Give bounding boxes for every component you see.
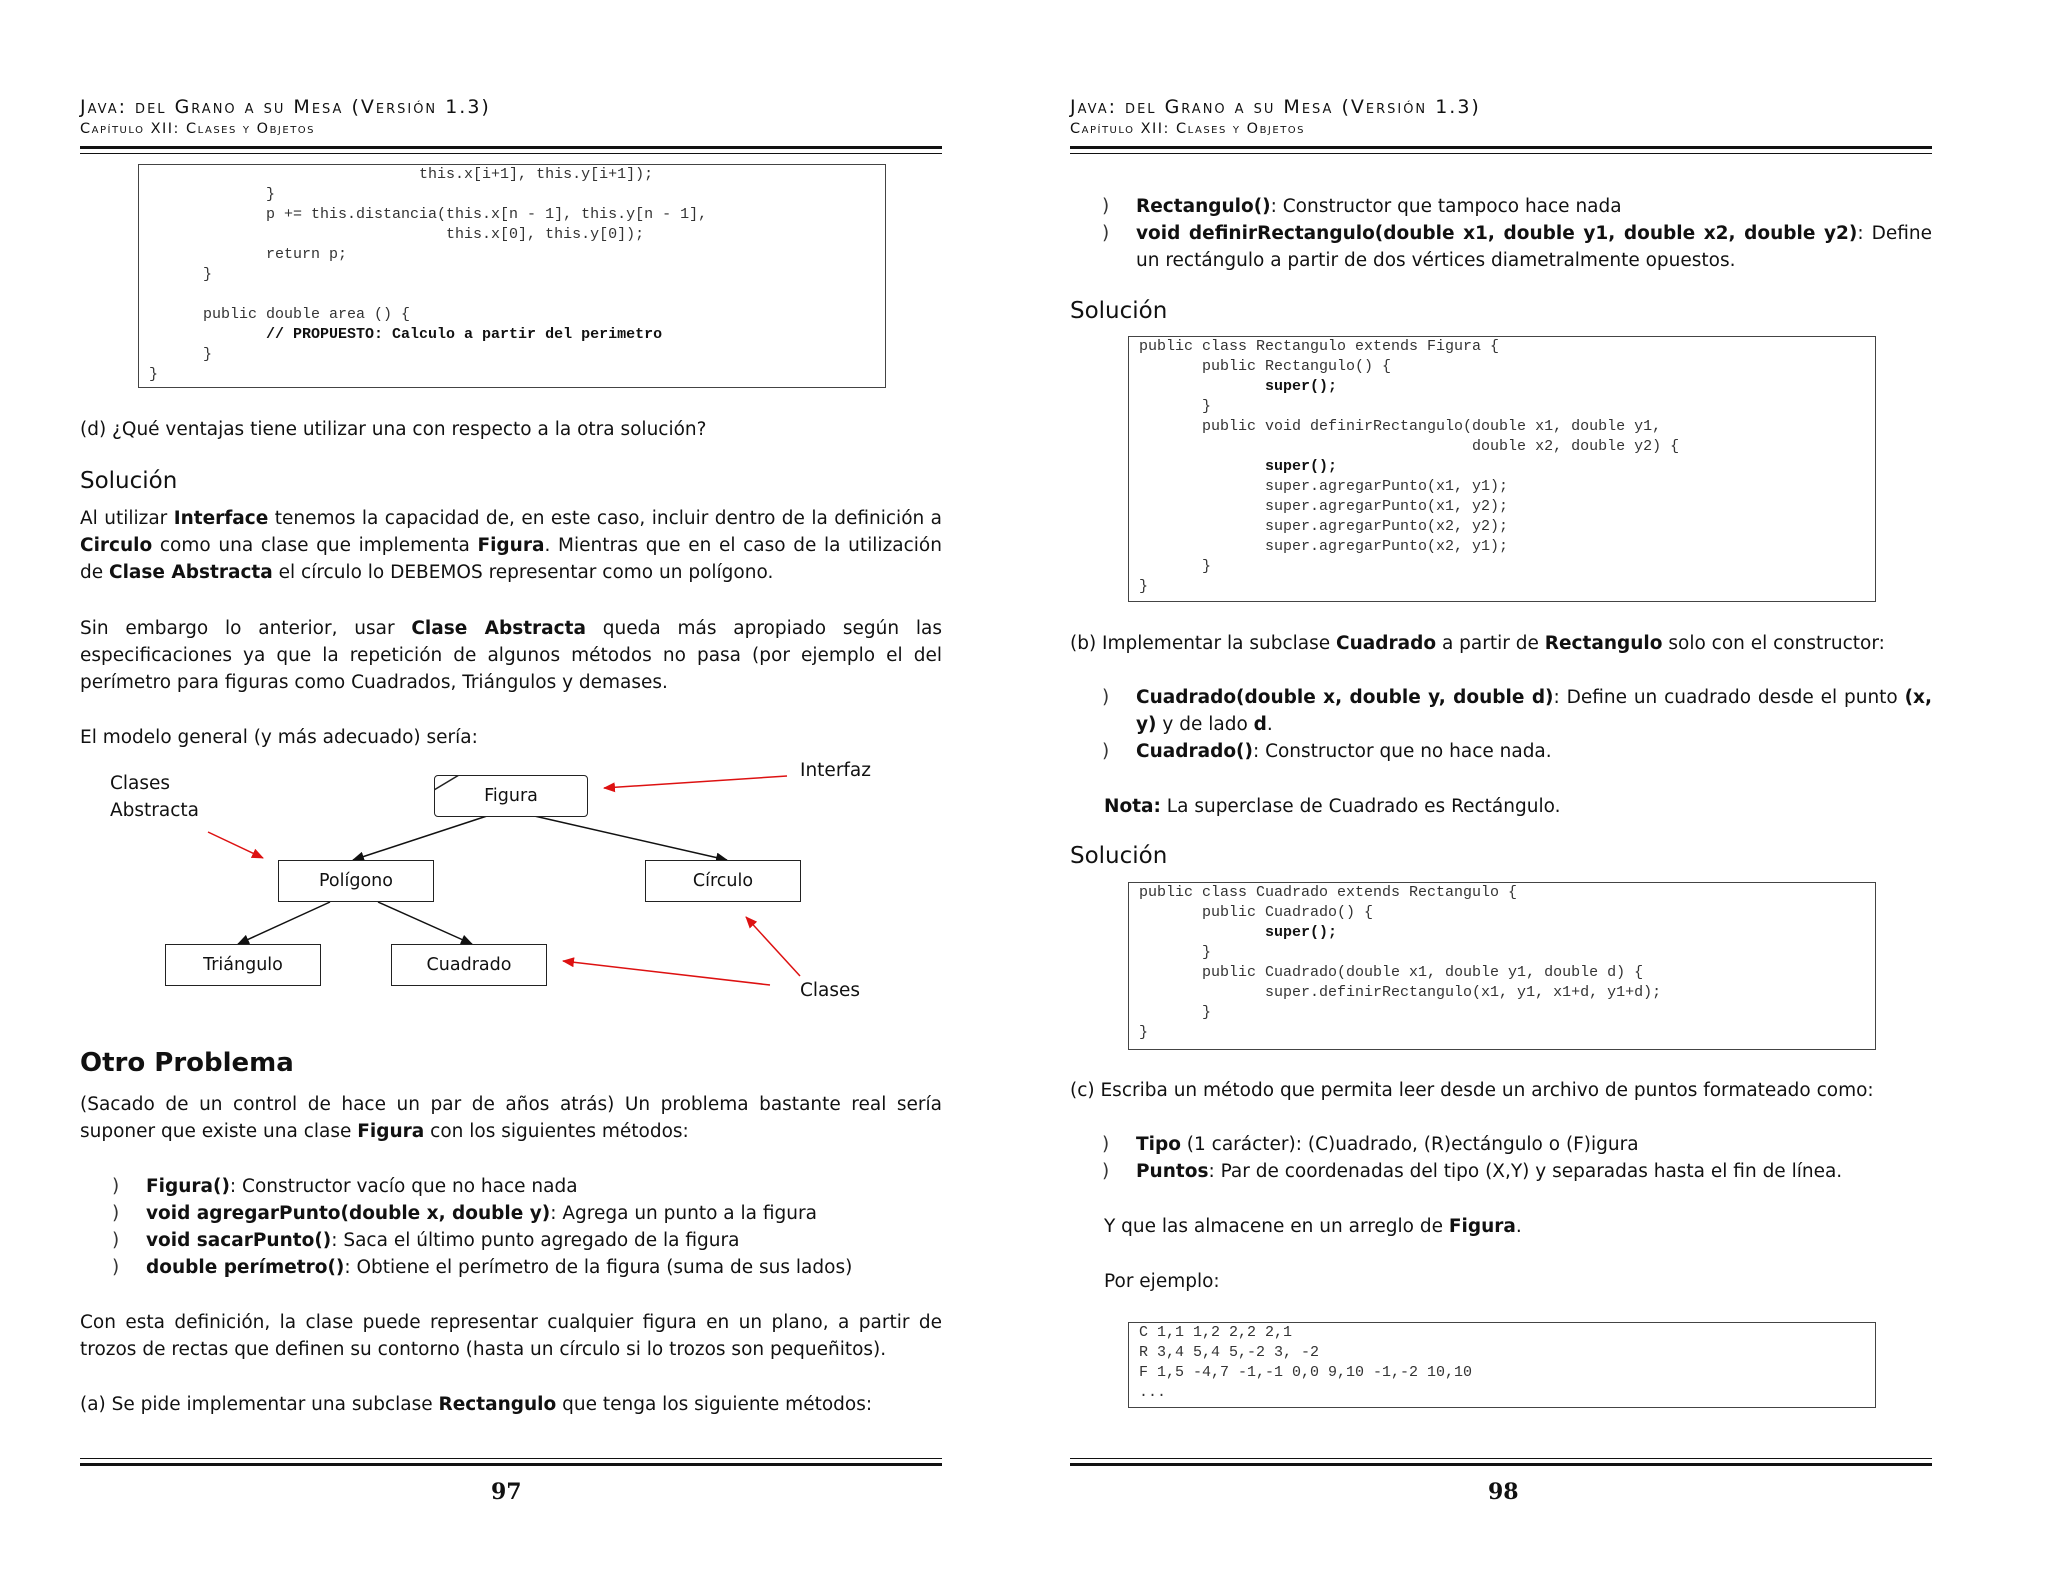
- footer-rule: [1070, 1463, 1932, 1466]
- question-b: (b) Implementar la subclase Cuadrado a partir de Rectangulo solo con el constructor:: [1070, 633, 1885, 654]
- arrow-clases-abstracta: [208, 832, 263, 858]
- bullet-icon: ): [1102, 223, 1110, 244]
- code-line: }: [1139, 578, 1149, 595]
- por-ejemplo: Por ejemplo:: [1104, 1271, 1220, 1292]
- edge-poligono-triangulo: [238, 902, 330, 944]
- page-number: 98: [1488, 1479, 1519, 1505]
- code-line: R 3,4 5,4 5,-2 3, -2: [1139, 1344, 1320, 1361]
- code-line: public Cuadrado(double x1, double y1, double d) {: [1139, 964, 1644, 981]
- code-line: F 1,5 -4,7 -1,-1 0,0 9,10 -1,-2 10,10: [1139, 1364, 1473, 1381]
- bullet-icon: ): [112, 1176, 120, 1197]
- box-cuadrado: Cuadrado: [391, 944, 547, 986]
- bullet-icon: ): [1102, 1161, 1110, 1182]
- code-line: super();: [1139, 378, 1338, 395]
- arrow-clases-cuadrado: [563, 961, 770, 985]
- bullet-icon: ): [112, 1257, 120, 1278]
- header-rule: [80, 146, 942, 149]
- otro-problema-heading: Otro Problema: [80, 1048, 294, 1078]
- solucion-heading: Solución: [1070, 298, 1168, 324]
- code-line: public void definirRectangulo(double x1, double y1,: [1139, 418, 1662, 435]
- label-clases-abstracta: Clases Abstracta: [110, 773, 199, 821]
- bullet-icon: ): [1102, 1134, 1110, 1155]
- code-line: this.x[i+1], this.y[i+1]);: [149, 166, 654, 183]
- page-right: [1024, 0, 2048, 1582]
- code-line: public Rectangulo() {: [1139, 358, 1392, 375]
- bullet-icon: ): [112, 1230, 120, 1251]
- question-a: (a) Se pide implementar una subclase Rectangulo que tenga los siguiente métodos:: [80, 1394, 873, 1415]
- paragraph-problem: (Sacado de un control de hace un par de años atrás) Un problema bastante real sería suponer que existe una clase Figura con los siguientes métodos:: [80, 1094, 942, 1142]
- paragraph-model: El modelo general (y más adecuado) sería:: [80, 727, 478, 748]
- code-line: // PROPUESTO: Calculo a partir del perimetro: [149, 326, 663, 343]
- edge-figura-poligono: [353, 815, 490, 860]
- header-rule: [1070, 146, 1932, 149]
- method-item: ) Tipo (1 carácter): (C)uadrado, (R)ectángulo o (F)igura: [1102, 1131, 1932, 1158]
- box-figura: [434, 775, 588, 817]
- code-line: ...: [1139, 1384, 1167, 1401]
- code-line: super.agregarPunto(x2, y1);: [1139, 538, 1509, 555]
- code-line: C 1,1 1,2 2,2 2,1: [1139, 1324, 1293, 1341]
- code-block-cuadrado: [1128, 882, 1876, 1050]
- code-line: }: [149, 346, 213, 363]
- code-block-rectangulo: [1128, 336, 1876, 602]
- header-chapter: Capítulo XII: Clases y Objetos: [1070, 121, 1306, 137]
- footer-rule: [80, 1463, 942, 1466]
- code-line: public double area () {: [149, 306, 411, 323]
- label-clases: Clases: [800, 980, 861, 1001]
- method-item: ) Rectangulo(): Constructor que tampoco hace nada: [1102, 193, 1932, 220]
- code-line: double x2, double y2) {: [1139, 438, 1680, 455]
- class-diagram: [0, 760, 1024, 1020]
- code-line: return p;: [149, 246, 348, 263]
- code-line: }: [1139, 398, 1212, 415]
- header-chapter: Capítulo XII: Clases y Objetos: [80, 121, 316, 137]
- code-line: p += this.distancia(this.x[n - 1], this.y[n - 1],: [149, 206, 708, 223]
- header-rule-thin: [80, 153, 942, 154]
- box-figura-label: Figura: [484, 786, 538, 806]
- bullet-icon: ): [1102, 687, 1110, 708]
- page-number: 97: [491, 1479, 522, 1505]
- paragraph-interface: Al utilizar Interface tenemos la capacidad de, en este caso, incluir dentro de la definición a Circulo como una clase que implementa Figura. Mientras que en el caso de la utilización de Clase Abstracta el círculo lo DEBEMOS representar como un polígono.: [80, 508, 943, 583]
- code-line: }: [1139, 1024, 1149, 1041]
- code-line: public class Cuadrado extends Rectangulo {: [1139, 884, 1518, 901]
- code-line: this.x[0], this.y[0]);: [149, 226, 645, 243]
- code-lines: [139, 165, 885, 385]
- code-lines: [1129, 883, 1875, 1043]
- method-item: ) Cuadrado(): Constructor que no hace nada.: [1102, 738, 1932, 765]
- code-line: public Cuadrado() {: [1139, 904, 1374, 921]
- code-line: super.agregarPunto(x1, y2);: [1139, 498, 1509, 515]
- solucion-heading: Solución: [1070, 843, 1168, 869]
- box-triangulo: Triángulo: [165, 944, 321, 986]
- note: Nota: La superclase de Cuadrado es Rectángulo.: [1104, 796, 1561, 817]
- bullet-icon: ): [112, 1203, 120, 1224]
- code-line: }: [1139, 944, 1212, 961]
- code-line: super();: [1139, 458, 1338, 475]
- question-d: (d) ¿Qué ventajas tiene utilizar una con respecto a la otra solución?: [80, 419, 707, 440]
- header-title: Java: del Grano a su Mesa (Versión 1.3): [80, 96, 491, 118]
- method-item: ) Puntos: Par de coordenadas del tipo (X,Y) y separadas hasta el fin de línea.: [1102, 1158, 1932, 1185]
- bullet-icon: ): [1102, 196, 1110, 217]
- box-poligono: Polígono: [278, 860, 434, 902]
- method-item: ) Figura(): Constructor vacío que no hace nada: [112, 1173, 942, 1200]
- paragraph-definition: Con esta definición, la clase puede representar cualquier figura en un plano, a partir de trozos de rectas que definen su contorno (hasta un círculo si lo trozos son pequeñitos).: [80, 1312, 942, 1360]
- label-interfaz: Interfaz: [800, 760, 871, 781]
- method-item: ) Cuadrado(double x, double y, double d): Define un cuadrado desde el punto (x, y) y de lado d.: [1102, 684, 1932, 738]
- code-lines: [1129, 337, 1875, 597]
- method-item: ) void agregarPunto(double x, double y): Agrega un punto a la figura: [112, 1200, 942, 1227]
- code-line: }: [1139, 558, 1212, 575]
- code-line: super.agregarPunto(x1, y1);: [1139, 478, 1509, 495]
- method-item: ) double perímetro(): Obtiene el perímetro de la figura (suma de sus lados): [112, 1254, 942, 1281]
- code-line: }: [1139, 1004, 1212, 1021]
- box-circulo: Círculo: [645, 860, 801, 902]
- code-line: super.definirRectangulo(x1, y1, x1+d, y1+d);: [1139, 984, 1662, 1001]
- code-line: super();: [1139, 924, 1338, 941]
- interface-corner-icon: [434, 775, 460, 791]
- solucion-heading: Solución: [80, 468, 178, 494]
- method-item: ) void definirRectangulo(double x1, double y1, double x2, double y2): Define un rectángulo a partir de dos vértices diametralmente opuestos.: [1102, 220, 1932, 274]
- method-item: ) void sacarPunto(): Saca el último punto agregado de la figura: [112, 1227, 942, 1254]
- paragraph-store: Y que las almacene en un arreglo de Figura.: [1104, 1216, 1522, 1237]
- code-line: }: [149, 266, 213, 283]
- arrow-interfaz: [604, 776, 787, 788]
- header-title: Java: del Grano a su Mesa (Versión 1.3): [1070, 96, 1481, 118]
- edge-figura-circulo: [530, 815, 727, 860]
- arrow-clases-circulo: [746, 917, 800, 976]
- footer-rule-thin: [80, 1458, 942, 1459]
- header-rule-thin: [1070, 153, 1932, 154]
- code-block-area: [138, 164, 886, 388]
- edge-poligono-cuadrado: [378, 902, 472, 944]
- code-line: public class Rectangulo extends Figura {: [1139, 338, 1500, 355]
- code-line: }: [149, 186, 276, 203]
- code-lines: [1129, 1323, 1875, 1403]
- paragraph-abstract: Sin embargo lo anterior, usar Clase Abstracta queda más apropiado según las especificaciones ya que la repetición de algunos métodos no pasa (por ejemplo el del perímetro para figuras como Cuadrados, Triángulos y demases.: [80, 618, 942, 693]
- code-line: super.agregarPunto(x2, y2);: [1139, 518, 1509, 535]
- footer-rule-thin: [1070, 1458, 1932, 1459]
- bullet-icon: ): [1102, 741, 1110, 762]
- code-block-example: [1128, 1322, 1876, 1408]
- code-line: }: [149, 366, 159, 383]
- question-c: (c) Escriba un método que permita leer desde un archivo de puntos formateado como:: [1070, 1080, 1874, 1101]
